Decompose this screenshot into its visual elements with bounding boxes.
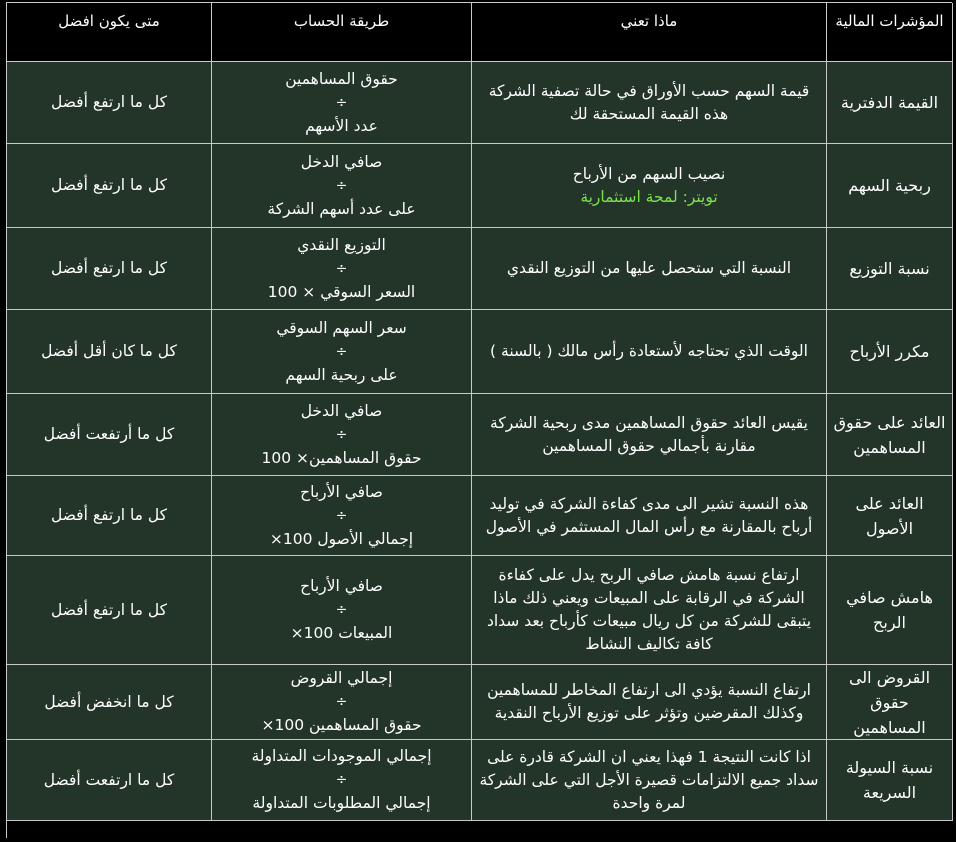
when-better-text: كل ما ارتفع أفضل (51, 506, 168, 524)
meaning-text: ارتفاع نسبة هامش صافي الربح يدل على كفاءة الشركة في الرقابة على المبيعات ويعني ذلك ماذا يتبقى للشركة من كل ريال مبيعات كأرباح بعد سداد كافة تكاليف النشاط (486, 566, 812, 653)
indicator-name: القيمة الدفترية (840, 93, 939, 112)
formula-denominator: المبيعات 100× (290, 624, 393, 642)
table-cell-formula (212, 665, 472, 740)
table-cell-when-better (7, 144, 212, 228)
meaning-highlight-text: تويتر: لمحة استثمارية (580, 187, 718, 206)
meaning-text: هذه النسبة تشير الى مدى كفاءة الشركة في توليد أرباح بالمقارنة مع رأس المال المستثمر في الأصول (485, 494, 813, 536)
divide-symbol: ÷ (335, 343, 348, 360)
formula-denominator: على عدد أسهم الشركة (267, 199, 416, 218)
formula-numerator: سعر السهم السوقي (276, 318, 407, 337)
indicator-name: نسبة السيولة السريعة (845, 758, 934, 802)
formula-numerator: التوزيع النقدي (297, 235, 386, 254)
table-cell-formula (212, 394, 472, 476)
table-cell-when-better (7, 556, 212, 665)
table-cell-meaning (472, 740, 827, 821)
indicator-name: هامش صافي الربح (846, 588, 933, 632)
formula-numerator: إجمالي القروض (290, 669, 393, 687)
formula-denominator: حقوق المساهمين 100× (261, 716, 422, 734)
formula-denominator: إجمالي المطلوبات المتداولة (252, 794, 431, 812)
table-cell-when-better (7, 310, 212, 394)
when-better-text: كل ما ارتفع أفضل (51, 600, 168, 619)
table-cell-indicator (827, 556, 953, 665)
table-cell-formula (212, 144, 472, 228)
table-cell-meaning (472, 62, 827, 144)
table-cell-indicator (827, 665, 953, 740)
meaning-text: اذا كانت النتيجة 1 فهذا يعني ان الشركة قادرة على سداد جميع الالتزامات قصيرة الأجل التي على الشركة لمرة واحدة (479, 747, 819, 812)
when-better-text: كل ما أرتفعت أفضل (43, 425, 175, 443)
formula-numerator: صافي الدخل (300, 152, 383, 171)
formula-numerator: صافي الأرباح (300, 482, 383, 501)
meaning-text: النسبة التي ستحصل عليها من التوزيع النقدي (506, 259, 792, 277)
divide-symbol: ÷ (335, 602, 348, 618)
divide-symbol: ÷ (335, 772, 348, 788)
formula-denominator: على ربحية السهم (285, 365, 398, 384)
formula-numerator: صافي الأرباح (300, 577, 383, 595)
table-cell-indicator (827, 62, 953, 144)
indicator-name: القروض الى حقوق المساهمين (848, 667, 931, 737)
table-cell-indicator (827, 228, 953, 310)
when-better-text: كل ما ارتفعت أفضل (43, 770, 175, 789)
divide-symbol: ÷ (335, 260, 348, 277)
table-cell-indicator (827, 144, 953, 228)
formula-denominator: إجمالي الأصول 100× (269, 529, 414, 548)
table-cell-indicator (827, 476, 953, 556)
header-indicator (827, 3, 953, 62)
formula-numerator: صافي الدخل (300, 401, 383, 420)
when-better-text: كل ما ارتفع أفضل (51, 259, 168, 277)
financial-indicators-table (6, 2, 952, 838)
when-better-text: كل ما ارتفع أفضل (51, 176, 168, 194)
indicator-name: نسبة التوزيع (849, 259, 930, 278)
table-cell-meaning (472, 228, 827, 310)
divide-symbol: ÷ (335, 426, 348, 443)
divide-symbol: ÷ (335, 507, 348, 524)
table-cell-when-better (7, 740, 212, 821)
table-cell-meaning (472, 476, 827, 556)
table-cell-when-better (7, 228, 212, 310)
table-cell-meaning (472, 310, 827, 394)
when-better-text: كل ما ارتفع أفضل (51, 93, 168, 111)
table-cell-when-better (7, 62, 212, 144)
header-when-better-label: متى يكون افضل (58, 12, 160, 30)
meaning-text: يقيس العائد حقوق المساهمين مدى ربحية الشركة مقارنة بأجمالي حقوق المساهمين (490, 413, 808, 455)
formula-numerator: حقوق المساهمين (285, 69, 398, 88)
header-meaning-label: ماذا تعني (620, 12, 678, 30)
indicator-name: العائد على الأصول (855, 493, 924, 538)
header-when-better (7, 3, 212, 62)
table-cell-formula (212, 740, 472, 821)
header-indicator-label: المؤشرات المالية (835, 12, 944, 30)
indicator-name: ربحية السهم (848, 176, 931, 195)
formula-denominator: حقوق المساهمين× 100 (261, 448, 422, 467)
table-cell-formula (212, 228, 472, 310)
meaning-text: الوقت الذي تحتاجه لأستعادة رأس مالك ( بالسنة ) (490, 342, 808, 360)
header-meaning (472, 3, 827, 62)
table-cell-meaning (472, 144, 827, 228)
divide-symbol: ÷ (335, 94, 348, 111)
indicator-name: العائد على حقوق المساهمين (833, 412, 946, 457)
table-cell-formula (212, 62, 472, 144)
divide-symbol: ÷ (335, 694, 348, 710)
table-cell-when-better (7, 476, 212, 556)
header-calculation-label: طريقة الحساب (293, 12, 390, 30)
table-cell-indicator (827, 310, 953, 394)
table-cell-meaning (472, 556, 827, 665)
formula-denominator: السعر السوقي × 100 (267, 282, 416, 301)
when-better-text: كل ما انخفض أفضل (44, 692, 174, 711)
formula-numerator: إجمالي الموجودات المتداولة (251, 747, 432, 765)
table-cell-formula (212, 310, 472, 394)
meaning-text: ارتفاع النسبة يؤدي الى ارتفاع المخاطر للمساهمين وكذلك المقرضين وتؤثر على توزيع الأرباح النقدية (487, 681, 811, 722)
formula-denominator: عدد الأسهم (305, 116, 378, 135)
table-cell-formula (212, 476, 472, 556)
table-cell-formula (212, 556, 472, 665)
meaning-text: قيمة السهم حسب الأوراق في حالة تصفية الشركة هذه القيمة المستحقة لك (488, 81, 810, 123)
table-cell-when-better (7, 665, 212, 740)
table-cell-meaning (472, 394, 827, 476)
table-cell-meaning (472, 665, 827, 740)
divide-symbol: ÷ (335, 177, 348, 194)
table-cell-when-better (7, 394, 212, 476)
when-better-text: كل ما كان أقل أفضل (41, 342, 177, 360)
indicator-name: مكرر الأرباح (849, 342, 930, 361)
header-calculation (212, 3, 472, 62)
table-cell-indicator (827, 394, 953, 476)
table-cell-indicator (827, 740, 953, 821)
meaning-text: نصيب السهم من الأرباح (572, 164, 726, 183)
